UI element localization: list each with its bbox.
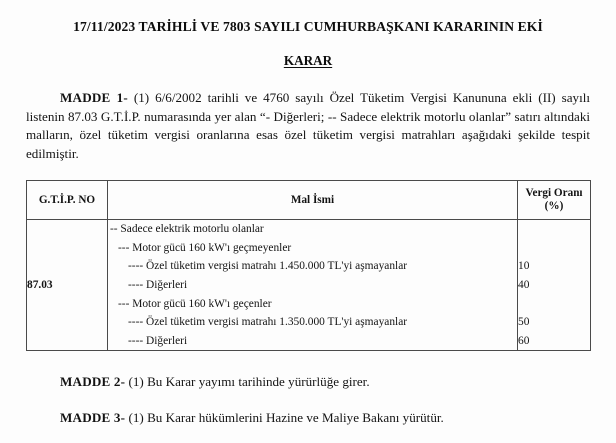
article-1-paragraph	[0, 70, 616, 163]
article-2-text: (1) Bu Karar yayımı tarihinde yürürlüğe girer.	[125, 374, 370, 390]
table-body	[27, 220, 591, 351]
goods-list-item: --- Motor gücü 160 kW'ı geçmeyenler	[118, 241, 292, 254]
article-3-text: (1) Bu Karar hükümlerini Hazine ve Maliye Bakanı yürütür.	[125, 410, 444, 426]
tax-rate-value: 60	[518, 334, 530, 347]
article-1-text: (1) 6/6/2002 tarihli ve 4760 sayılı Özel Tüketim Vergisi Kanununa ekli (II) sayılı listenin 87.03 G.T.İ.P. numarasında yer alan “- Diğerleri; -- Sadece elektrik motorlu olanlar” satırı altındaki malların, özel tüketim vergisi oranlarına esas özel tüketim vergisi matrahları aşağıdaki şekilde tespit edilmiştir.	[26, 89, 590, 161]
article-2-label: MADDE 2-	[60, 374, 126, 390]
goods-list-item: ---- Diğerleri	[128, 334, 188, 347]
article-2-paragraph	[0, 351, 616, 392]
cell-tax-rates	[518, 220, 591, 351]
goods-list-item: --- Motor gücü 160 kW'ı geçenler	[118, 297, 272, 310]
article-1-label: MADDE 1-	[60, 89, 128, 105]
cell-goods-names	[108, 220, 518, 351]
tax-rate-value: 50	[518, 316, 530, 329]
article-3-paragraph	[0, 392, 616, 428]
tax-rate-header-line1: Vergi Oranı	[525, 187, 583, 200]
column-header-gtip: G.T.İ.P. NO	[27, 181, 108, 220]
tax-rate-header-line2: (%)	[544, 200, 564, 213]
tax-table-wrap	[0, 180, 616, 351]
decision-heading: KARAR	[283, 52, 333, 68]
tax-rate-value: 10	[518, 260, 530, 273]
tax-rate-value	[518, 220, 590, 239]
tax-rate-table	[26, 180, 591, 351]
goods-list-item: ---- Özel tüketim vergisi matrahı 1.450.000 TL'yi aşmayanlar	[128, 260, 408, 273]
goods-list-item: -- Sadece elektrik motorlu olanlar	[110, 223, 264, 236]
tax-rate-value	[518, 295, 590, 314]
tax-rate-value	[518, 239, 590, 258]
tax-rate-value: 40	[518, 279, 530, 292]
goods-list	[108, 220, 517, 350]
column-header-goods-name: Mal İsmi	[108, 181, 518, 220]
page-title: 17/11/2023 TARİHLİ VE 7803 SAYILI CUMHURBAŞKANI KARARININ EKİ	[73, 19, 543, 34]
decision-heading-wrap	[0, 36, 616, 70]
cell-gtip-no: 87.03	[27, 220, 108, 351]
column-header-tax-rate	[518, 181, 591, 220]
table-header	[27, 181, 591, 220]
table-header-row	[27, 181, 591, 220]
goods-list-item: ---- Özel tüketim vergisi matrahı 1.350.000 TL'yi aşmayanlar	[128, 316, 408, 329]
article-3-label: MADDE 3-	[60, 410, 126, 426]
table-row	[27, 220, 591, 351]
tax-rate-list	[518, 220, 590, 350]
goods-list-item: ---- Diğerleri	[128, 279, 188, 292]
